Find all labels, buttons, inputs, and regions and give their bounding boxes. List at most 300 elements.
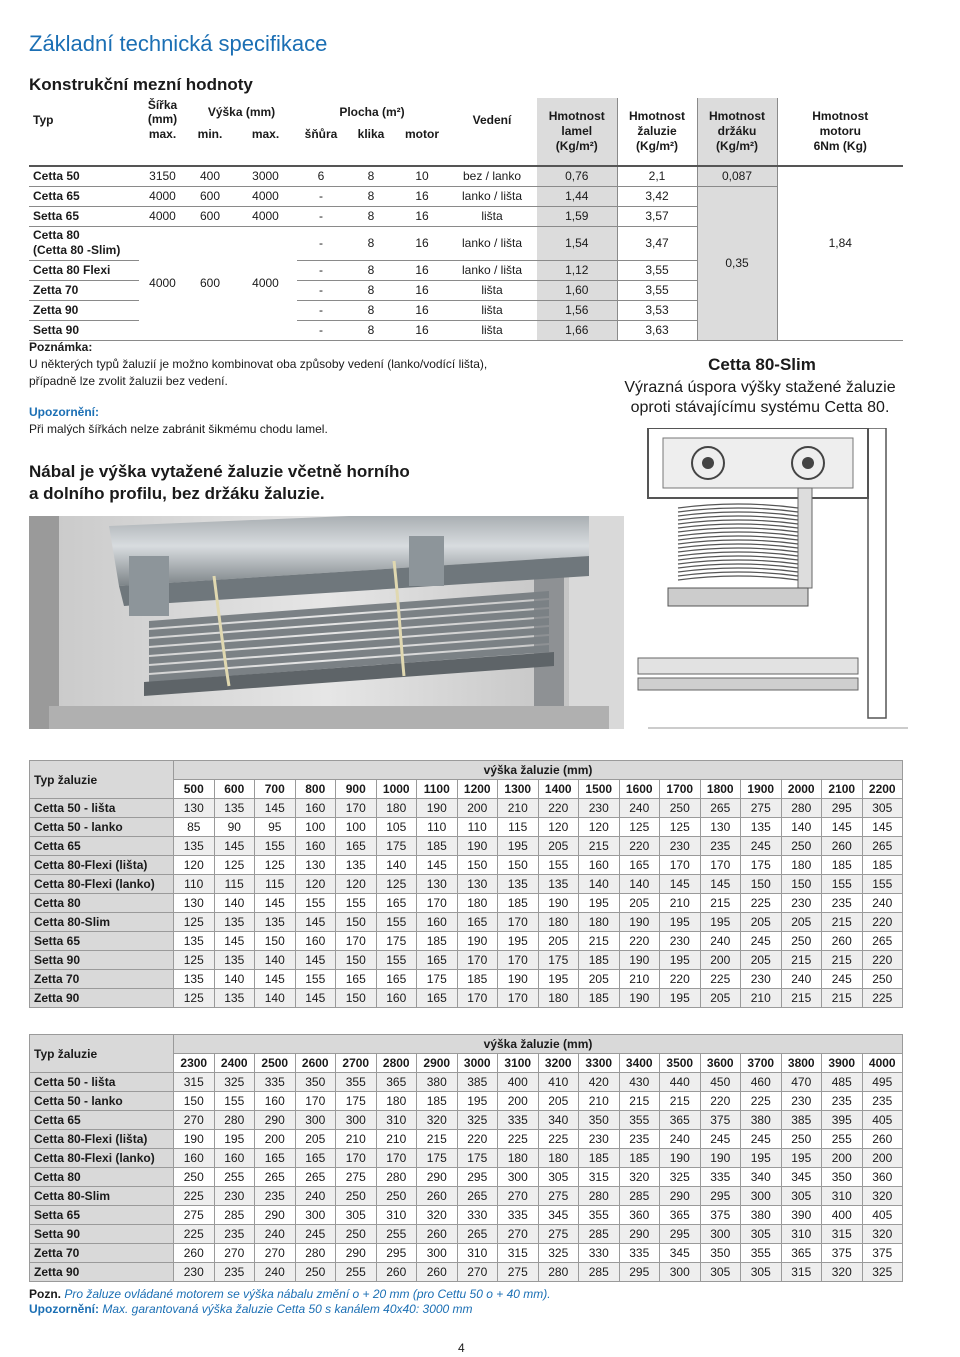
table-cell: 135 — [174, 837, 215, 856]
height-column-header: 3600 — [700, 1054, 741, 1073]
table-cell: 190 — [498, 970, 539, 989]
table-cell: 305 — [741, 1225, 782, 1244]
table-cell: 110 — [417, 818, 458, 837]
table-cell: 190 — [457, 837, 498, 856]
table-cell: 225 — [700, 970, 741, 989]
table-cell: 215 — [781, 989, 822, 1008]
table-row — [30, 1263, 903, 1282]
spec-row: Cetta 65 4000 600 4000 - 8 16 lanko / lišta 1,44 3,42 0,35 — [29, 186, 903, 206]
table-cell: 165 — [336, 970, 377, 989]
table-cell: 170 — [336, 932, 377, 951]
table-cell: 205 — [579, 970, 620, 989]
table-cell: 145 — [700, 875, 741, 894]
table-cell: 180 — [538, 1149, 579, 1168]
table-cell: 270 — [214, 1244, 255, 1263]
spec-merged-sirka: 4000 — [139, 226, 186, 340]
table-cell: 185 — [822, 856, 863, 875]
table-cell: 170 — [700, 856, 741, 875]
table-cell: 160 — [174, 1149, 215, 1168]
table-cell: 210 — [498, 799, 539, 818]
spec-drzak-weight: 0,35 — [697, 186, 777, 340]
table-cell: 295 — [376, 1244, 417, 1263]
slim-subtitle: Výrazná úspora výšky stažené žaluzie oproti stávajícímu systému Cetta 80. — [624, 379, 896, 416]
table-cell: 170 — [336, 799, 377, 818]
row-label: Setta 90 — [30, 1225, 174, 1244]
table-cell: 225 — [174, 1187, 215, 1206]
table-cell: 175 — [417, 1149, 458, 1168]
height-column-header: 2200 — [862, 780, 903, 799]
table-cell: 235 — [822, 894, 863, 913]
table-cell: 170 — [457, 951, 498, 970]
table-cell: 170 — [498, 989, 539, 1008]
table-cell: 155 — [336, 894, 377, 913]
table-cell: 430 — [619, 1073, 660, 1092]
table-cell: 220 — [457, 1130, 498, 1149]
table-cell: 135 — [538, 875, 579, 894]
table-cell: 185 — [498, 894, 539, 913]
table-cell: 290 — [417, 1168, 458, 1187]
table-row — [30, 1092, 903, 1111]
height-column-header: 2400 — [214, 1054, 255, 1073]
typ-zaluzie-header: Typ žaluzie — [30, 1035, 174, 1073]
table-cell: 300 — [417, 1244, 458, 1263]
table-cell: 195 — [660, 989, 701, 1008]
table-cell: 180 — [376, 799, 417, 818]
table-cell: 185 — [417, 1092, 458, 1111]
table-cell: 265 — [295, 1168, 336, 1187]
table-cell: 305 — [700, 1263, 741, 1282]
height-column-header: 1700 — [660, 780, 701, 799]
footer-pozn-text: Pro žaluze ovládané motorem se výška nábalu změní o + 20 mm (pro Cettu 50 o + 40 mm). — [64, 1287, 551, 1301]
table-cell: 305 — [741, 1263, 782, 1282]
table-cell: 145 — [295, 989, 336, 1008]
table-row — [30, 932, 903, 951]
table-cell: 195 — [660, 951, 701, 970]
table-cell: 295 — [700, 1187, 741, 1206]
table-cell: 245 — [295, 1225, 336, 1244]
table-cell: 275 — [336, 1168, 377, 1187]
table-cell: 185 — [619, 1149, 660, 1168]
table-cell: 130 — [700, 818, 741, 837]
table-cell: 320 — [417, 1206, 458, 1225]
table-cell: 170 — [457, 989, 498, 1008]
table-cell: 470 — [781, 1073, 822, 1092]
table-cell: 130 — [417, 875, 458, 894]
table-cell: 185 — [457, 970, 498, 989]
table-cell: 190 — [660, 1149, 701, 1168]
spec-row: Setta 90 - 8 16 lišta 1,66 3,63 — [29, 320, 903, 340]
table-cell: 220 — [619, 837, 660, 856]
table-cell: 125 — [174, 989, 215, 1008]
table-cell: 335 — [700, 1168, 741, 1187]
table-cell: 260 — [822, 932, 863, 951]
table-cell: 155 — [255, 837, 296, 856]
row-label: Setta 90 — [30, 951, 174, 970]
height-column-header: 1100 — [417, 780, 458, 799]
table-cell: 170 — [498, 951, 539, 970]
table-cell: 140 — [255, 989, 296, 1008]
spec-header-typ: Typ — [33, 113, 54, 127]
table-cell: 195 — [781, 1149, 822, 1168]
table-cell: 155 — [538, 856, 579, 875]
table-cell: 355 — [619, 1111, 660, 1130]
table-cell: 350 — [295, 1073, 336, 1092]
table-cell: 395 — [822, 1111, 863, 1130]
table-cell: 295 — [822, 799, 863, 818]
footer-pozn-label: Pozn. — [29, 1287, 61, 1301]
table-cell: 195 — [741, 1149, 782, 1168]
spec-row: Cetta 80 (Cetta 80 -Slim) 4000 600 4000 - 8 16 lanko / lišta 1,54 3,47 — [29, 226, 903, 260]
table-cell: 400 — [498, 1073, 539, 1092]
table-cell: 155 — [376, 913, 417, 932]
table-cell: 360 — [619, 1206, 660, 1225]
nabal-heading: Nábal je výška vytažené žaluzie včetně horního a dolního profilu, bez držáku žaluzie. — [29, 462, 410, 503]
table-cell: 165 — [457, 913, 498, 932]
table-row — [30, 818, 903, 837]
table-cell: 260 — [417, 1187, 458, 1206]
table-cell: 135 — [214, 913, 255, 932]
table-cell: 250 — [336, 1187, 377, 1206]
table-cell: 365 — [376, 1073, 417, 1092]
table-cell: 280 — [538, 1263, 579, 1282]
table-row — [30, 1244, 903, 1263]
table-cell: 200 — [822, 1149, 863, 1168]
table-row — [30, 1168, 903, 1187]
row-label: Cetta 80-Flexi (lišta) — [30, 1130, 174, 1149]
table-cell: 315 — [781, 1263, 822, 1282]
table-cell: 310 — [376, 1111, 417, 1130]
table-cell: 335 — [619, 1244, 660, 1263]
table-cell: 250 — [376, 1187, 417, 1206]
table-cell: 320 — [862, 1225, 903, 1244]
table-cell: 230 — [781, 894, 822, 913]
spec-row: Cetta 80 Flexi - 8 16 lanko / lišta 1,12 3,55 — [29, 260, 903, 280]
table-cell: 300 — [295, 1111, 336, 1130]
table-cell: 275 — [538, 1187, 579, 1206]
table-cell: 160 — [417, 913, 458, 932]
table-cell: 215 — [781, 951, 822, 970]
page-number: 4 — [458, 1341, 465, 1355]
table-cell: 215 — [417, 1130, 458, 1149]
table-row — [30, 856, 903, 875]
row-label: Zetta 70 — [30, 1244, 174, 1263]
table-cell: 380 — [741, 1206, 782, 1225]
table-cell: 205 — [538, 932, 579, 951]
table-cell: 230 — [579, 1130, 620, 1149]
table-cell: 140 — [619, 875, 660, 894]
blind-photo — [29, 516, 624, 729]
table-cell: 165 — [336, 837, 377, 856]
table-cell: 255 — [376, 1225, 417, 1244]
table-cell: 325 — [660, 1168, 701, 1187]
table-cell: 365 — [781, 1244, 822, 1263]
table-cell: 150 — [781, 875, 822, 894]
table-cell: 350 — [822, 1168, 863, 1187]
table-cell: 145 — [214, 932, 255, 951]
table-cell: 250 — [781, 837, 822, 856]
table-cell: 250 — [295, 1263, 336, 1282]
table-cell: 135 — [336, 856, 377, 875]
table-cell: 335 — [498, 1206, 539, 1225]
row-label: Cetta 80-Slim — [30, 913, 174, 932]
table-cell: 155 — [862, 875, 903, 894]
height-column-header: 2600 — [295, 1054, 336, 1073]
height-column-header: 1000 — [376, 780, 417, 799]
table-cell: 190 — [538, 894, 579, 913]
table-cell: 140 — [214, 894, 255, 913]
table-cell: 300 — [498, 1168, 539, 1187]
table-cell: 315 — [498, 1244, 539, 1263]
table-cell: 140 — [376, 856, 417, 875]
table-cell: 200 — [255, 1130, 296, 1149]
table-cell: 245 — [741, 1130, 782, 1149]
table-cell: 195 — [214, 1130, 255, 1149]
table-cell: 170 — [336, 1149, 377, 1168]
table-cell: 190 — [619, 989, 660, 1008]
table-cell: 290 — [255, 1111, 296, 1130]
row-label: Cetta 80 — [30, 894, 174, 913]
table-cell: 195 — [700, 913, 741, 932]
table-cell: 180 — [579, 913, 620, 932]
row-label: Cetta 80 — [30, 1168, 174, 1187]
table-cell: 275 — [498, 1263, 539, 1282]
spec-header-motor: motor — [405, 127, 439, 141]
table-cell: 420 — [579, 1073, 620, 1092]
table-cell: 225 — [741, 894, 782, 913]
table-cell: 265 — [862, 932, 903, 951]
table-cell: 125 — [619, 818, 660, 837]
table-cell: 330 — [579, 1244, 620, 1263]
table-cell: 230 — [741, 970, 782, 989]
table-cell: 335 — [498, 1111, 539, 1130]
footer-upoz-label: Upozornění: — [29, 1302, 99, 1316]
table-cell: 240 — [255, 1263, 296, 1282]
table-cell: 230 — [781, 1092, 822, 1111]
table-cell: 190 — [457, 932, 498, 951]
footer-notes — [29, 1287, 551, 1317]
table-cell: 170 — [417, 894, 458, 913]
table-cell: 180 — [498, 1149, 539, 1168]
table-cell: 215 — [579, 932, 620, 951]
height-caption: výška žaluzie (mm) — [174, 1035, 903, 1054]
table-cell: 280 — [214, 1111, 255, 1130]
table-cell: 85 — [174, 818, 215, 837]
height-column-header: 3000 — [457, 1054, 498, 1073]
table-cell: 200 — [700, 951, 741, 970]
table-cell: 345 — [660, 1244, 701, 1263]
table-cell: 280 — [579, 1187, 620, 1206]
table-cell: 450 — [700, 1073, 741, 1092]
height-column-header: 3500 — [660, 1054, 701, 1073]
table-cell: 345 — [538, 1206, 579, 1225]
table-cell: 240 — [781, 970, 822, 989]
table-cell: 275 — [174, 1206, 215, 1225]
warning-label: Upozornění: — [29, 405, 99, 419]
table-cell: 315 — [822, 1225, 863, 1244]
table-cell: 175 — [538, 951, 579, 970]
table-cell: 250 — [781, 1130, 822, 1149]
spec-row: Zetta 90 - 8 16 lišta 1,56 3,53 — [29, 300, 903, 320]
table-cell: 205 — [538, 1092, 579, 1111]
table-cell: 320 — [417, 1111, 458, 1130]
table-cell: 160 — [255, 1092, 296, 1111]
table-cell: 205 — [700, 989, 741, 1008]
table-cell: 150 — [336, 951, 377, 970]
table-cell: 155 — [214, 1092, 255, 1111]
table-row — [30, 875, 903, 894]
table-cell: 255 — [336, 1263, 377, 1282]
table-cell: 225 — [498, 1130, 539, 1149]
table-cell: 115 — [498, 818, 539, 837]
table-cell: 175 — [417, 970, 458, 989]
table-cell: 300 — [336, 1111, 377, 1130]
table-cell: 240 — [255, 1225, 296, 1244]
table-cell: 215 — [700, 894, 741, 913]
table-cell: 270 — [498, 1225, 539, 1244]
height-column-header: 3700 — [741, 1054, 782, 1073]
table-cell: 375 — [862, 1244, 903, 1263]
table-cell: 180 — [376, 1092, 417, 1111]
table-cell: 165 — [255, 1149, 296, 1168]
table-cell: 135 — [498, 875, 539, 894]
height-column-header: 800 — [295, 780, 336, 799]
table-cell: 195 — [660, 913, 701, 932]
spec-row: Setta 65 4000 600 4000 - 8 16 lišta 1,59 3,57 — [29, 206, 903, 226]
table-cell: 185 — [579, 989, 620, 1008]
table-cell: 300 — [660, 1263, 701, 1282]
table-cell: 220 — [700, 1092, 741, 1111]
table-cell: 205 — [741, 913, 782, 932]
table-cell: 225 — [538, 1130, 579, 1149]
table-cell: 405 — [862, 1206, 903, 1225]
table-cell: 140 — [579, 875, 620, 894]
table-cell: 270 — [255, 1244, 296, 1263]
spec-header-hmot-lamel: Hmotnost lamel (Kg/m²) — [537, 98, 617, 166]
table-cell: 145 — [255, 970, 296, 989]
table-cell: 345 — [781, 1168, 822, 1187]
table-cell: 140 — [214, 970, 255, 989]
table-cell: 215 — [822, 989, 863, 1008]
table-cell: 295 — [457, 1168, 498, 1187]
height-column-header: 1600 — [619, 780, 660, 799]
table-cell: 295 — [619, 1263, 660, 1282]
table-cell: 225 — [862, 989, 903, 1008]
table-cell: 350 — [700, 1244, 741, 1263]
table-cell: 150 — [174, 1092, 215, 1111]
table-cell: 280 — [781, 799, 822, 818]
table-cell: 260 — [417, 1263, 458, 1282]
height-column-header: 3300 — [579, 1054, 620, 1073]
table-cell: 310 — [781, 1225, 822, 1244]
table-cell: 280 — [376, 1168, 417, 1187]
table-cell: 210 — [579, 1092, 620, 1111]
height-column-header: 2000 — [781, 780, 822, 799]
table-cell: 180 — [457, 894, 498, 913]
table-row — [30, 1225, 903, 1244]
table-cell: 175 — [457, 1149, 498, 1168]
height-column-header: 2900 — [417, 1054, 458, 1073]
table-cell: 130 — [295, 856, 336, 875]
spec-motor-weight: 1,84 — [777, 166, 903, 340]
height-column-header: 2500 — [255, 1054, 296, 1073]
table-cell: 175 — [376, 932, 417, 951]
height-table-2 — [29, 1034, 903, 1282]
table-cell: 215 — [822, 913, 863, 932]
table-cell: 185 — [862, 856, 903, 875]
table-cell: 90 — [214, 818, 255, 837]
table-row — [30, 1073, 903, 1092]
table-cell: 165 — [417, 989, 458, 1008]
height-column-header: 3200 — [538, 1054, 579, 1073]
table-cell: 235 — [862, 1092, 903, 1111]
table-cell: 250 — [862, 970, 903, 989]
row-label: Cetta 65 — [30, 837, 174, 856]
table-cell: 125 — [255, 856, 296, 875]
table-cell: 255 — [214, 1168, 255, 1187]
table-cell: 135 — [174, 932, 215, 951]
table-cell: 285 — [579, 1225, 620, 1244]
table-cell: 190 — [174, 1130, 215, 1149]
table-cell: 145 — [295, 951, 336, 970]
height-column-header: 3100 — [498, 1054, 539, 1073]
table-cell: 290 — [255, 1206, 296, 1225]
table-cell: 315 — [579, 1168, 620, 1187]
table-cell: 205 — [538, 837, 579, 856]
table-cell: 190 — [619, 951, 660, 970]
table-cell: 165 — [376, 894, 417, 913]
table-cell: 170 — [498, 913, 539, 932]
table-cell: 410 — [538, 1073, 579, 1092]
table-cell: 135 — [214, 799, 255, 818]
table-row — [30, 1187, 903, 1206]
table-cell: 160 — [579, 856, 620, 875]
spec-header-max: max. — [148, 127, 177, 141]
table-cell: 325 — [214, 1073, 255, 1092]
row-label: Cetta 65 — [30, 1111, 174, 1130]
table-cell: 220 — [660, 970, 701, 989]
table-row — [30, 989, 903, 1008]
table-cell: 125 — [660, 818, 701, 837]
height-column-header: 4000 — [862, 1054, 903, 1073]
table-cell: 260 — [376, 1263, 417, 1282]
table-cell: 320 — [822, 1263, 863, 1282]
table-cell: 290 — [619, 1225, 660, 1244]
table-cell: 145 — [255, 799, 296, 818]
table-cell: 230 — [174, 1263, 215, 1282]
row-label: Zetta 90 — [30, 1263, 174, 1282]
table-cell: 135 — [174, 970, 215, 989]
spec-header-hmot-zaluzie: Hmotnost žaluzie (Kg/m²) — [617, 98, 697, 166]
spec-merged-min: 600 — [186, 226, 234, 340]
table-cell: 195 — [538, 970, 579, 989]
row-label: Cetta 50 - lanko — [30, 818, 174, 837]
height-column-header: 2800 — [376, 1054, 417, 1073]
row-label: Zetta 90 — [30, 989, 174, 1008]
table-cell: 125 — [214, 856, 255, 875]
page-title: Základní technická specifikace — [29, 31, 328, 56]
table-cell: 165 — [295, 1149, 336, 1168]
table-cell: 120 — [295, 875, 336, 894]
table-cell: 230 — [579, 799, 620, 818]
table-cell: 300 — [741, 1187, 782, 1206]
table-cell: 105 — [376, 818, 417, 837]
table-cell: 310 — [822, 1187, 863, 1206]
table-cell: 145 — [255, 894, 296, 913]
table-cell: 200 — [498, 1092, 539, 1111]
spec-row: Zetta 70 - 8 16 lišta 1,60 3,55 — [29, 280, 903, 300]
spec-table — [29, 98, 903, 341]
table-cell: 130 — [457, 875, 498, 894]
